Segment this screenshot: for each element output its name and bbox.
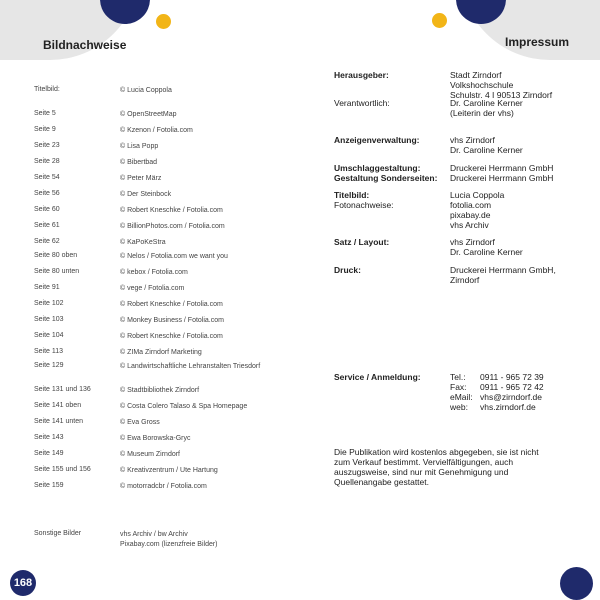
credit-source: © KaPoKeStra bbox=[120, 239, 166, 246]
credits-other-label: Sonstige Bilder bbox=[34, 530, 82, 537]
credit-row bbox=[34, 386, 304, 400]
page-title-right: Impressum bbox=[505, 35, 570, 49]
credit-row bbox=[34, 190, 304, 204]
credit-source: © Ewa Borowska-Gryc bbox=[120, 435, 191, 442]
credit-page-label: Seite 54 bbox=[34, 174, 60, 181]
credit-row bbox=[34, 238, 304, 252]
anzeigen-label: Anzeigenverwaltung: bbox=[334, 135, 420, 145]
credit-row bbox=[34, 434, 304, 448]
note-line: zum Verkauf bestimmt. Vervielfältigungen, auch bbox=[334, 457, 514, 467]
credit-row bbox=[34, 268, 304, 282]
herausgeber-value: Schulstr. 4 I 90513 Zirndorf bbox=[450, 90, 553, 100]
credit-row bbox=[34, 86, 304, 100]
credit-row bbox=[34, 158, 304, 172]
page-number: 168 bbox=[10, 570, 36, 596]
credit-row bbox=[34, 402, 304, 416]
service-contact-value: vhs@zirndorf.de bbox=[480, 392, 543, 402]
service-contact-label: Tel.: bbox=[450, 372, 466, 382]
anzeigen-value: vhs Zirndorf bbox=[450, 135, 495, 145]
herausgeber-value: Stadt Zirndorf bbox=[450, 70, 502, 80]
page-title-left: Bildnachweise bbox=[43, 38, 127, 52]
credit-row bbox=[34, 174, 304, 188]
credit-row bbox=[34, 142, 304, 156]
verantwortlich-value: (Leiterin der vhs) bbox=[450, 108, 514, 118]
credit-row bbox=[34, 222, 304, 236]
service-contact-value: 0911 - 965 72 42 bbox=[480, 382, 544, 392]
titelbild-value: Lucia Coppola bbox=[450, 190, 505, 200]
credit-row bbox=[34, 466, 304, 480]
satz-label: Satz / Layout: bbox=[334, 237, 390, 247]
credit-source: © Costa Colero Talaso & Spa Homepage bbox=[120, 403, 248, 410]
foto-value: fotolia.com bbox=[450, 200, 492, 210]
service-contact-row bbox=[450, 392, 544, 402]
credit-page-label: Seite 143 bbox=[34, 434, 64, 441]
credit-page-label: Titelbild: bbox=[34, 86, 60, 93]
credits-other-line: vhs Archiv / bw Archiv bbox=[120, 531, 188, 538]
note-line: auszugsweise, sind nur mit Genehmigung und bbox=[334, 467, 509, 477]
credit-source: © Kzenon / Fotolia.com bbox=[120, 127, 193, 134]
service-contact-value: vhs.zirndorf.de bbox=[480, 402, 536, 412]
titelbild-label: Titelbild: bbox=[334, 190, 370, 200]
credit-row bbox=[34, 450, 304, 464]
credit-source: © vege / Fotolia.com bbox=[120, 285, 185, 292]
credit-row bbox=[34, 348, 304, 362]
note-line: Die Publikation wird kostenlos abgegeben, sie ist nicht bbox=[334, 447, 539, 457]
credit-row bbox=[34, 482, 304, 496]
credit-row bbox=[34, 300, 304, 314]
service-contact-row bbox=[450, 372, 544, 382]
credit-source: © Stadtbibliothek Zirndorf bbox=[120, 387, 200, 394]
credit-page-label: Seite 102 bbox=[34, 300, 64, 307]
credit-page-label: Seite 159 bbox=[34, 482, 64, 489]
credit-page-label: Seite 61 bbox=[34, 222, 60, 229]
credit-page-label: Seite 56 bbox=[34, 190, 60, 197]
foto-label: Fotonachweise: bbox=[334, 200, 394, 210]
credits-other-line: Pixabay.com (lizenzfreie Bilder) bbox=[120, 541, 218, 548]
credit-source: © Nelos / Fotolia.com we want you bbox=[120, 253, 228, 260]
credit-page-label: Seite 5 bbox=[34, 110, 56, 117]
druck-value: Zirndorf bbox=[450, 275, 480, 285]
credit-page-label: Seite 80 oben bbox=[34, 252, 78, 259]
druck-label: Druck: bbox=[334, 265, 361, 275]
credit-source: © ZIMa Zirndorf Marketing bbox=[120, 349, 202, 356]
credit-row bbox=[34, 332, 304, 346]
credit-source: © motorradcbr / Fotolia.com bbox=[120, 483, 207, 490]
credit-source: © Der Steinbock bbox=[120, 191, 172, 198]
credit-page-label: Seite 80 unten bbox=[34, 268, 80, 275]
credit-source: © Museum Zirndorf bbox=[120, 451, 181, 458]
verantwortlich-label: Verantwortlich: bbox=[334, 98, 390, 108]
credit-source: © Peter März bbox=[120, 175, 162, 182]
credit-page-label: Seite 23 bbox=[34, 142, 60, 149]
decorative-navy-circle bbox=[560, 567, 593, 600]
satz-value: Dr. Caroline Kerner bbox=[450, 247, 523, 257]
credit-source: © Robert Kneschke / Fotolia.com bbox=[120, 301, 223, 308]
credit-row bbox=[34, 252, 304, 266]
credit-page-label: Seite 141 oben bbox=[34, 402, 82, 409]
credit-source: © OpenStreetMap bbox=[120, 111, 177, 118]
credit-page-label: Seite 131 und 136 bbox=[34, 386, 91, 393]
decorative-gold-dot bbox=[432, 13, 447, 28]
credit-row bbox=[34, 418, 304, 432]
decorative-gold-dot bbox=[156, 14, 171, 29]
credit-page-label: Seite 60 bbox=[34, 206, 60, 213]
foto-value: vhs Archiv bbox=[450, 220, 489, 230]
credit-source: © kebox / Fotolia.com bbox=[120, 269, 188, 276]
anzeigen-value: Dr. Caroline Kerner bbox=[450, 145, 523, 155]
credit-page-label: Seite 141 unten bbox=[34, 418, 84, 425]
impressum-note bbox=[334, 447, 584, 487]
credit-row bbox=[34, 126, 304, 140]
credit-row bbox=[34, 362, 304, 376]
gestaltung-label: Gestaltung Sonderseiten: bbox=[334, 173, 438, 183]
credit-source: © Robert Kneschke / Fotolia.com bbox=[120, 333, 223, 340]
herausgeber-label: Herausgeber: bbox=[334, 70, 389, 80]
umschlag-value: Druckerei Herrmann GmbH bbox=[450, 163, 554, 173]
service-contact-row bbox=[450, 402, 544, 412]
credit-row bbox=[34, 316, 304, 330]
service-contact-row bbox=[450, 382, 544, 392]
herausgeber-value: Volkshochschule bbox=[450, 80, 514, 90]
credit-source: © Robert Kneschke / Fotolia.com bbox=[120, 207, 223, 214]
service-contact-label: web: bbox=[450, 402, 468, 412]
credit-source: © Monkey Business / Fotolia.com bbox=[120, 317, 224, 324]
credit-page-label: Seite 104 bbox=[34, 332, 64, 339]
credit-source: © Lisa Popp bbox=[120, 143, 159, 150]
credit-source: © Lucia Coppola bbox=[120, 87, 172, 94]
credit-page-label: Seite 9 bbox=[34, 126, 56, 133]
umschlag-label: Umschlaggestaltung: bbox=[334, 163, 421, 173]
credit-row bbox=[34, 206, 304, 220]
druck-value: Druckerei Herrmann GmbH, bbox=[450, 265, 556, 275]
credit-page-label: Seite 113 bbox=[34, 348, 64, 355]
credit-page-label: Seite 62 bbox=[34, 238, 60, 245]
credit-page-label: Seite 103 bbox=[34, 316, 64, 323]
service-contact-label: Fax: bbox=[450, 382, 467, 392]
service-contact-label: eMail: bbox=[450, 392, 473, 402]
credit-row bbox=[34, 110, 304, 124]
credit-page-label: Seite 149 bbox=[34, 450, 64, 457]
credit-row bbox=[34, 284, 304, 298]
credit-source: © BillionPhotos.com / Fotolia.com bbox=[120, 223, 225, 230]
service-contacts bbox=[450, 372, 544, 412]
credits-other-row bbox=[34, 530, 304, 554]
gestaltung-value: Druckerei Herrmann GmbH bbox=[450, 173, 554, 183]
credit-source: © Eva Gross bbox=[120, 419, 160, 426]
credit-source: © Landwirtschaftliche Lehranstalten Triesdorf bbox=[120, 363, 261, 370]
foto-value: pixabay.de bbox=[450, 210, 491, 220]
credit-page-label: Seite 91 bbox=[34, 284, 60, 291]
verantwortlich-value: Dr. Caroline Kerner bbox=[450, 98, 523, 108]
service-contact-value: 0911 - 965 72 39 bbox=[480, 372, 544, 382]
credit-source: © Bibertbad bbox=[120, 159, 158, 166]
credit-page-label: Seite 129 bbox=[34, 362, 64, 369]
note-line: Quellenangabe gestattet. bbox=[334, 477, 429, 487]
satz-value: vhs Zirndorf bbox=[450, 237, 495, 247]
service-label: Service / Anmeldung: bbox=[334, 372, 421, 382]
credit-page-label: Seite 28 bbox=[34, 158, 60, 165]
credit-source: © Kreativzentrum / Ute Hartung bbox=[120, 467, 218, 474]
credit-page-label: Seite 155 und 156 bbox=[34, 466, 91, 473]
